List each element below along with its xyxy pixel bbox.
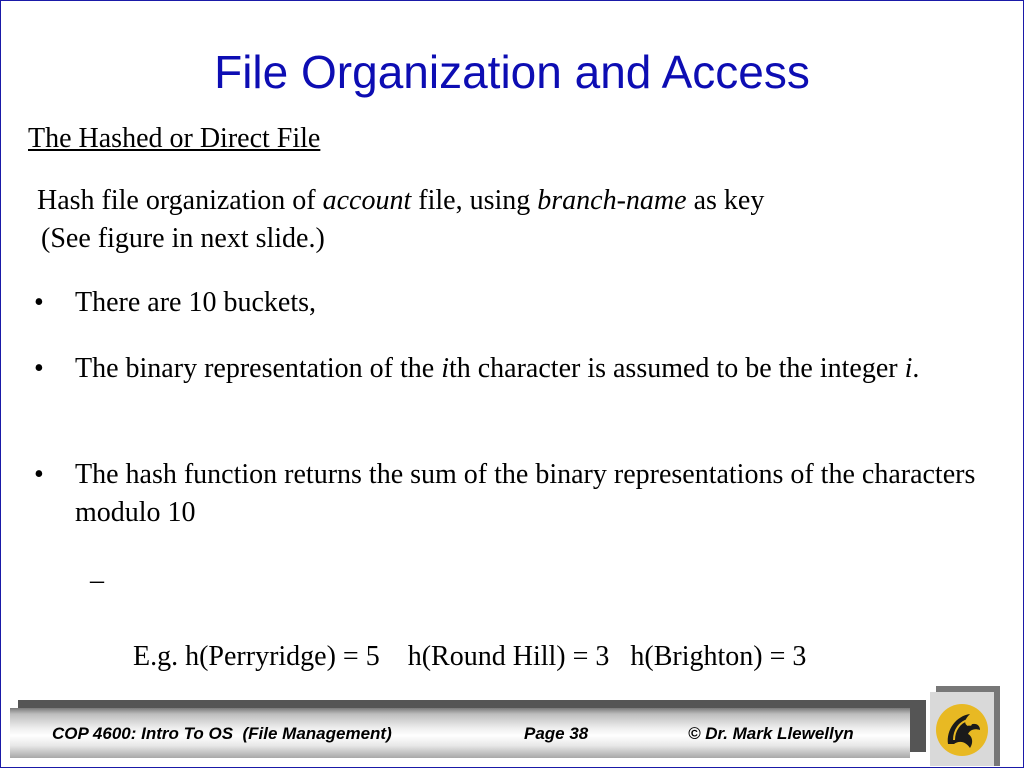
- bullet-item-1: [34, 284, 994, 322]
- bullet-2-text-b: th character is assumed to be the integer: [448, 353, 905, 384]
- slide-title: File Organization and Access: [214, 46, 810, 98]
- intro-paragraph: [37, 182, 764, 258]
- footer-page-number: Page 38: [524, 724, 589, 743]
- bullet-text-1: There are 10 buckets,: [75, 287, 316, 318]
- bullet-2-text-c: .: [912, 353, 920, 384]
- bullet-2-text-a: The binary representation of the: [75, 353, 442, 384]
- bullet-item-2: [34, 350, 994, 388]
- bullet-2-italic-i: i: [441, 353, 449, 384]
- footer-author: © Dr. Mark Llewellyn: [688, 724, 854, 743]
- bullet-text-3: The hash function returns the sum of the binary representations of the characters modulo 10: [75, 459, 976, 528]
- intro-line-2: (See figure in next slide.): [41, 223, 325, 254]
- bullet-2-italic-i-2: i: [904, 353, 913, 384]
- bullet-icon: •: [34, 353, 44, 384]
- intro-italic-branch-name: branch-name: [537, 185, 687, 216]
- bullet-icon: •: [34, 287, 44, 318]
- intro-line-1: [37, 182, 764, 220]
- bullet-item-3: [34, 456, 994, 532]
- dash-icon: –: [90, 565, 104, 596]
- bullet-text-2: [75, 350, 994, 388]
- bullet-icon: •: [34, 459, 44, 490]
- intro-text-2: file, using: [411, 185, 538, 216]
- intro-text-1: Hash file organization of: [37, 185, 323, 216]
- subheading: The Hashed or Direct File: [28, 123, 321, 154]
- logo-box: [930, 692, 994, 766]
- intro-italic-account: account: [322, 185, 412, 216]
- footer-course: COP 4600: Intro To OS (File Management): [52, 724, 392, 743]
- intro-text-3: as key: [686, 185, 765, 216]
- sub-bullet-item: [90, 562, 806, 676]
- ucf-pegasus-logo-icon: [934, 700, 990, 758]
- sub-bullet-text: E.g. h(Perryridge) = 5 h(Round Hill) = 3 h(Brighton) = 3: [133, 641, 807, 672]
